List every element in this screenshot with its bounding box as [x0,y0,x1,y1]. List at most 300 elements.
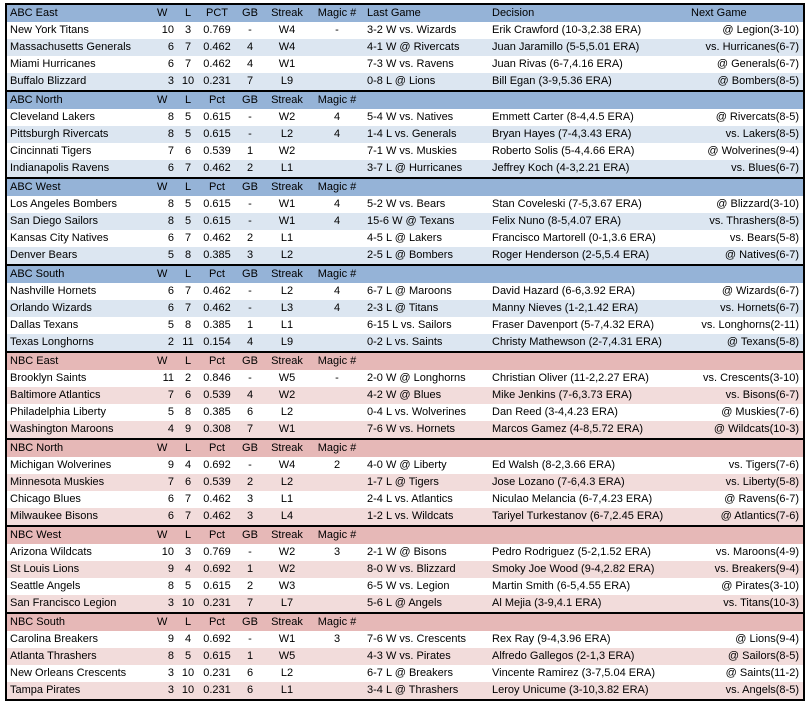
next-game: @ Pirates(3-10) [721,580,799,592]
column-header [489,352,688,370]
team-name: Miami Hurricanes [10,58,96,70]
column-header: Streak [271,355,303,367]
decision: Roger Henderson (2-5,5.4 ERA) [492,249,650,261]
team-name: Cleveland Lakers [10,111,95,123]
next-game: vs. Crescents(3-10) [703,372,799,384]
magic-number: 3 [333,546,341,558]
pct: 0.462 [203,510,231,522]
division-name: ABC West [10,181,61,193]
table-row [6,648,804,665]
magic-number [310,39,364,56]
decision: Francisco Martorell (0-1,3.6 ERA) [492,232,656,244]
column-header: L [184,355,192,367]
column-header: GB [242,7,258,19]
streak: W4 [278,24,296,36]
column-header [688,265,804,283]
decision: Roberto Solis (5-4,4.66 ERA) [492,145,635,157]
losses: 10 [181,667,195,679]
magic-number: - [335,24,339,36]
pct: 0.539 [203,476,231,488]
streak: L7 [280,597,294,609]
pct: 0.462 [203,302,231,314]
division-name: NBC South [10,616,66,628]
table-row [6,230,804,247]
games-behind: 3 [246,249,254,261]
last-game: 1-2 L vs. Wildcats [367,510,454,522]
next-game: @ Natives(6-7) [724,249,799,261]
games-behind: - [248,128,252,140]
next-game: @ Wildcats(10-3) [713,423,799,435]
losses: 7 [184,232,192,244]
wins: 3 [167,667,174,679]
losses: 7 [184,162,192,174]
division-header [6,526,804,544]
magic-number [310,491,364,508]
team-name: Los Angeles Bombers [10,198,118,210]
last-game: 15-6 W @ Texans [367,215,455,227]
column-header [688,439,804,457]
decision: David Hazard (6-6,3.92 ERA) [492,285,636,297]
team-name: Nashville Hornets [10,285,97,297]
magic-number: 4 [333,198,341,210]
losses: 7 [184,302,192,314]
column-header: Magic # [317,616,357,628]
magic-number [310,474,364,491]
losses: 11 [182,336,194,348]
streak: L1 [280,684,294,696]
decision: Juan Rivas (6-7,4.16 ERA) [492,58,623,70]
decision: Rex Ray (9-4,3.96 ERA) [492,633,611,645]
games-behind: - [248,285,252,297]
table-row [6,387,804,404]
games-behind: - [248,633,252,645]
next-game: @ Blizzard(3-10) [716,198,799,210]
losses: 5 [184,580,192,592]
wins: 5 [167,406,174,418]
next-game: @ Atlantics(7-6) [720,510,799,522]
last-game: 5-6 L @ Angels [367,597,442,609]
games-behind: - [248,459,252,471]
division-header [6,265,804,283]
decision: Fraser Davenport (5-7,4.32 ERA) [492,319,655,331]
losses: 6 [184,476,192,488]
magic-number [310,73,364,91]
magic-number [310,143,364,160]
next-game: @ Texans(5-8) [726,336,799,348]
games-behind: - [248,372,252,384]
column-header: Streak [271,616,303,628]
team-name: San Francisco Legion [10,597,117,609]
streak: L1 [280,232,294,244]
next-game: vs. Breakers(9-4) [714,563,799,575]
last-game: 2-0 W @ Longhorns [367,372,466,384]
games-behind: 2 [246,232,254,244]
magic-number [310,387,364,404]
streak: W4 [278,41,296,53]
table-row [6,578,804,595]
last-game: 6-7 L @ Breakers [367,667,453,679]
wins: 6 [167,510,174,522]
team-name: Indianapolis Ravens [10,162,110,174]
next-game: @ Ravens(6-7) [724,493,799,505]
division-header [6,439,804,457]
table-row [6,196,804,213]
column-header: Pct [209,355,225,367]
column-header: Next Game [691,7,747,19]
losses: 9 [184,423,192,435]
last-game: 3-4 L @ Thrashers [367,684,459,696]
decision: Jose Lozano (7-6,4.3 ERA) [492,476,625,488]
wins: 3 [167,684,174,696]
column-header [489,265,688,283]
decision: Bill Egan (3-9,5.36 ERA) [492,75,612,87]
wins: 5 [167,249,174,261]
wins: 2 [167,336,174,348]
table-row [6,160,804,178]
decision: Alfredo Gallegos (2-1,3 ERA) [492,650,635,662]
last-game: 2-4 L vs. Atlantics [367,493,453,505]
games-behind: 4 [246,336,254,348]
streak: L2 [280,667,294,679]
games-behind: 6 [246,667,254,679]
magic-number: 4 [333,215,341,227]
pct: 0.231 [203,75,231,87]
next-game: @ Lions(9-4) [735,633,799,645]
games-behind: 1 [246,650,254,662]
table-row [6,109,804,126]
next-game: vs. Bears(5-8) [729,232,799,244]
team-name: New Orleans Crescents [10,667,127,679]
table-row [6,474,804,491]
pct: 0.615 [203,111,231,123]
magic-number [310,334,364,352]
wins: 4 [167,423,174,435]
last-game: 7-3 W vs. Ravens [367,58,454,70]
column-header [364,613,489,631]
team-name: Seattle Angels [10,580,81,592]
column-header: GB [242,268,258,280]
table-row [6,508,804,526]
last-game: 6-15 L vs. Sailors [367,319,452,331]
table-row [6,317,804,334]
column-header: L [184,268,192,280]
streak: W5 [278,650,296,662]
games-behind: 2 [246,476,254,488]
division-name: ABC South [10,268,65,280]
last-game: 2-3 L @ Titans [367,302,439,314]
column-header [489,439,688,457]
streak: L1 [280,319,294,331]
column-header: Streak [271,529,303,541]
games-behind: - [248,215,252,227]
magic-number: 4 [333,285,341,297]
magic-number [310,561,364,578]
column-header: Pct [209,529,225,541]
table-row [6,404,804,421]
last-game: 7-6 W vs. Crescents [367,633,467,645]
column-header [364,91,489,109]
next-game: @ Rivercats(8-5) [715,111,799,123]
decision: Stan Coveleski (7-5,3.67 ERA) [492,198,642,210]
wins: 8 [167,128,174,140]
team-name: Brooklyn Saints [10,372,87,384]
decision: Manny Nieves (1-2,1.42 ERA) [492,302,639,314]
next-game: vs. Angels(8-5) [725,684,799,696]
losses: 5 [184,128,192,140]
decision: Emmett Carter (8-4,4.5 ERA) [492,111,634,123]
losses: 5 [184,215,192,227]
games-behind: - [248,198,252,210]
column-header: Decision [492,7,535,19]
column-header: GB [242,181,258,193]
column-header [688,613,804,631]
column-header: Pct [209,268,225,280]
pct: 0.769 [203,24,231,36]
column-header: Last Game [367,7,421,19]
magic-number [310,404,364,421]
column-header [688,352,804,370]
next-game: vs. Maroons(4-9) [715,546,799,558]
losses: 4 [184,633,192,645]
division-header [6,613,804,631]
standings-body [6,4,804,700]
streak: W1 [278,633,296,645]
games-behind: 4 [246,41,254,53]
games-behind: 1 [246,319,254,331]
magic-number [310,421,364,439]
streak: W2 [278,546,296,558]
column-header [688,526,804,544]
column-header: W [157,7,168,19]
next-game: @ Saints(11-2) [725,667,799,679]
division-name: NBC East [10,355,59,367]
next-game: vs. Titans(10-3) [723,597,799,609]
column-header [364,265,489,283]
column-header: GB [242,529,258,541]
pct: 0.462 [203,285,231,297]
division-name: ABC East [10,7,58,19]
column-header: Magic # [317,442,357,454]
games-behind: 3 [246,493,254,505]
pct: 0.539 [203,389,231,401]
decision: Leroy Unicume (3-10,3.82 ERA) [492,684,649,696]
column-header: W [157,529,168,541]
team-name: New York Titans [10,24,89,36]
table-row [6,631,804,648]
table-row [6,334,804,352]
column-header: L [184,616,192,628]
wins: 10 [161,24,174,36]
table-row [6,213,804,230]
losses: 10 [181,684,195,696]
column-header [489,178,688,196]
magic-number: 4 [333,111,341,123]
team-name: Chicago Blues [10,493,81,505]
table-row [6,283,804,300]
team-name: Philadelphia Liberty [10,406,107,418]
magic-number [310,160,364,178]
team-name: Carolina Breakers [10,633,99,645]
column-header: Magic # [317,355,357,367]
last-game: 7-1 W vs. Muskies [367,145,457,157]
games-behind: 4 [246,58,254,70]
wins: 11 [162,372,174,384]
column-header [489,526,688,544]
next-game: @ Bombers(8-5) [717,75,799,87]
decision: Felix Nuno (8-5,4.07 ERA) [492,215,621,227]
team-name: San Diego Sailors [10,215,99,227]
streak: W1 [278,423,296,435]
column-header [364,526,489,544]
pct: 0.385 [203,249,231,261]
table-row [6,491,804,508]
losses: 3 [184,24,192,36]
wins: 3 [167,75,174,87]
last-game: 0-2 L vs. Saints [367,336,443,348]
column-header [688,178,804,196]
wins: 8 [167,198,174,210]
wins: 9 [167,459,174,471]
wins: 6 [167,58,174,70]
wins: 8 [167,580,174,592]
losses: 10 [181,75,195,87]
team-name: Tampa Pirates [10,684,81,696]
table-row [6,457,804,474]
column-header: Magic # [317,7,357,19]
table-row [6,682,804,700]
pct: 0.615 [203,215,231,227]
last-game: 2-5 L @ Bombers [367,249,453,261]
wins: 6 [167,285,174,297]
losses: 8 [184,249,192,261]
losses: 6 [184,389,192,401]
division-header [6,4,804,22]
games-behind: 1 [246,563,254,575]
next-game: @ Muskies(7-6) [721,406,799,418]
pct: 0.231 [203,684,231,696]
streak: L1 [280,162,294,174]
decision: Marcos Gamez (4-8,5.72 ERA) [492,423,643,435]
last-game: 7-6 W vs. Hornets [367,423,456,435]
standings-table [5,3,805,701]
wins: 9 [167,633,174,645]
games-behind: 7 [246,423,254,435]
next-game: @ Generals(6-7) [716,58,799,70]
decision: Tariyel Turkestanov (6-7,2.45 ERA) [492,510,664,522]
table-row [6,370,804,387]
column-header [688,91,804,109]
magic-number [310,508,364,526]
column-header: W [157,355,168,367]
column-header [489,91,688,109]
last-game: 5-2 W vs. Bears [367,198,446,210]
last-game: 1-4 L vs. Generals [367,128,457,140]
pct: 0.231 [203,667,231,679]
column-header [364,352,489,370]
decision: Juan Jaramillo (5-5,5.01 ERA) [492,41,640,53]
streak: W1 [278,58,296,70]
decision: Martin Smith (6-5,4.55 ERA) [492,580,631,592]
games-behind: 6 [246,684,254,696]
team-name: Cincinnati Tigers [10,145,92,157]
wins: 6 [167,162,174,174]
table-row [6,247,804,265]
next-game: vs. Blues(6-7) [731,162,799,174]
losses: 7 [184,510,192,522]
next-game: vs. Hornets(6-7) [720,302,799,314]
games-behind: 7 [246,597,254,609]
games-behind: 2 [246,162,254,174]
column-header: GB [242,616,258,628]
last-game: 0-8 L @ Lions [367,75,436,87]
table-row [6,421,804,439]
streak: W4 [278,459,296,471]
column-header: W [157,268,168,280]
games-behind: 1 [246,145,254,157]
division-name: ABC North [10,94,63,106]
games-behind: 4 [246,389,254,401]
last-game: 8-0 W vs. Blizzard [367,563,456,575]
streak: L2 [280,128,294,140]
wins: 5 [167,319,174,331]
team-name: Arizona Wildcats [10,546,92,558]
magic-number [310,595,364,613]
streak: W2 [278,145,296,157]
division-header [6,91,804,109]
magic-number [310,230,364,247]
losses: 5 [184,650,192,662]
losses: 4 [184,563,192,575]
last-game: 4-1 W @ Rivercats [367,41,460,53]
wins: 6 [167,232,174,244]
wins: 7 [167,389,174,401]
column-header: Pct [209,616,225,628]
last-game: 4-0 W @ Liberty [367,459,447,471]
pct: 0.692 [203,563,231,575]
last-game: 6-5 W vs. Legion [367,580,450,592]
column-header: Magic # [317,268,357,280]
streak: L2 [280,249,294,261]
decision: Mike Jenkins (7-6,3.73 ERA) [492,389,632,401]
pct: 0.615 [203,580,231,592]
last-game: 5-4 W vs. Natives [367,111,454,123]
magic-number [310,247,364,265]
column-header: L [184,181,192,193]
magic-number [310,56,364,73]
magic-number: - [335,372,339,384]
column-header: GB [242,94,258,106]
wins: 8 [167,111,174,123]
streak: L2 [280,406,294,418]
decision: Dan Reed (3-4,4.23 ERA) [492,406,618,418]
decision: Ed Walsh (8-2,3.66 ERA) [492,459,616,471]
streak: L3 [280,302,294,314]
team-name: Michigan Wolverines [10,459,112,471]
column-header: Streak [271,268,303,280]
column-header [489,613,688,631]
last-game: 3-7 L @ Hurricanes [367,162,463,174]
streak: L1 [280,493,294,505]
decision: Pedro Rodriguez (5-2,1.52 ERA) [492,546,651,558]
column-header: Pct [209,94,225,106]
table-row [6,73,804,91]
next-game: vs. Lakers(8-5) [725,128,799,140]
team-name: Minnesota Muskies [10,476,105,488]
column-header: Streak [271,7,303,19]
pct: 0.769 [203,546,231,558]
pct: 0.692 [203,633,231,645]
table-row [6,561,804,578]
